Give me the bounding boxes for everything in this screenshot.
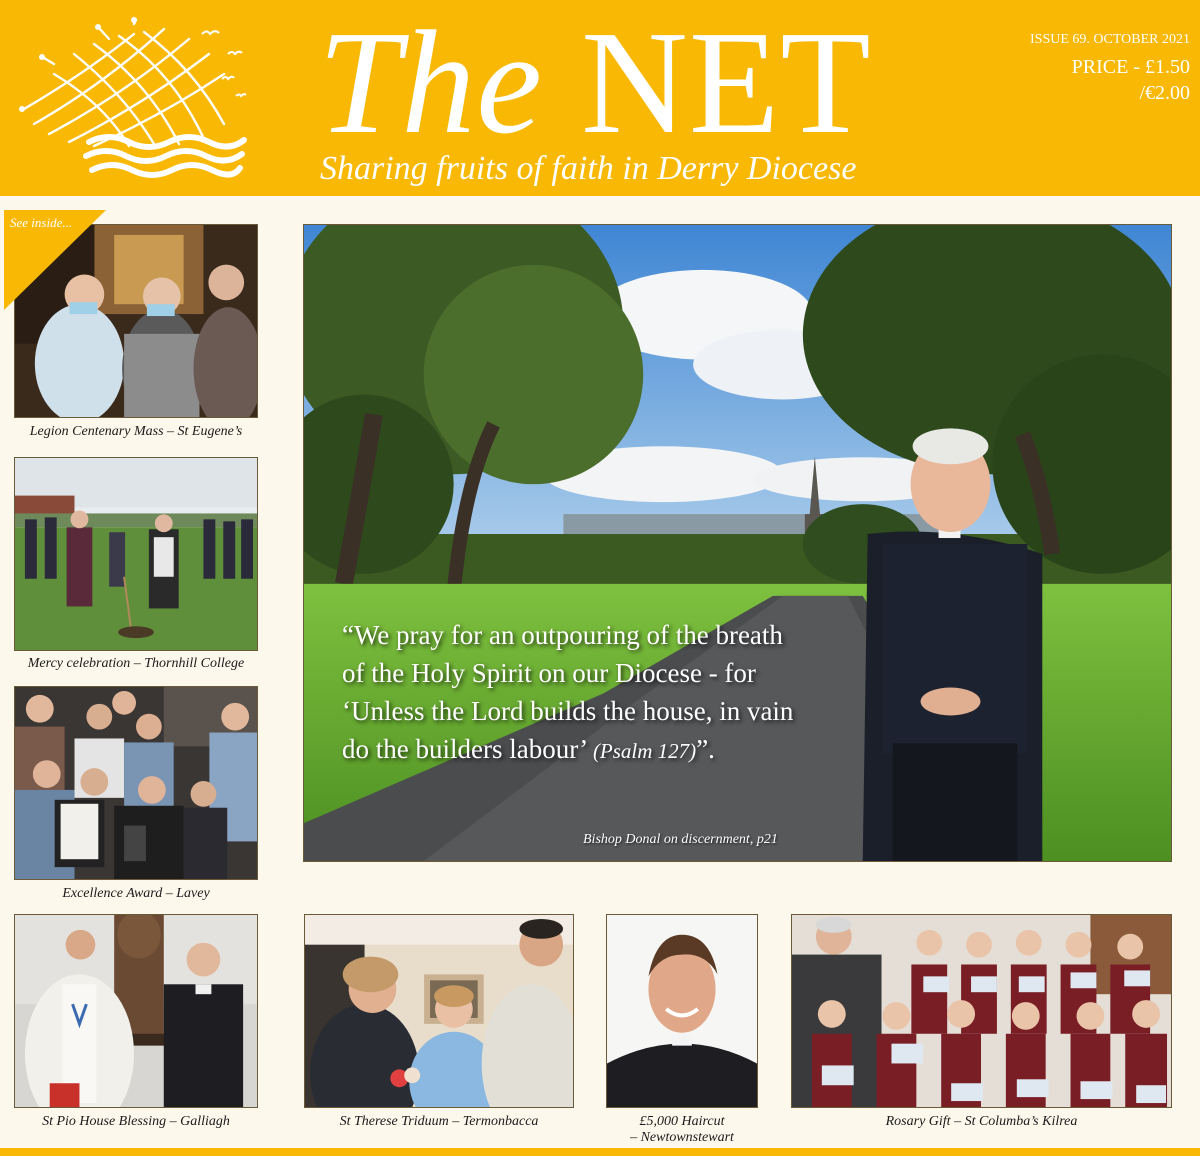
title-net: NET (581, 1, 872, 165)
see-inside-text: See inside... (10, 215, 73, 230)
caption-haircut (596, 1114, 768, 1146)
masthead-tagline: Sharing fruits of faith in Derry Diocese (320, 150, 857, 187)
caption-mercy-celebration: Mercy celebration – Thornhill College (27, 656, 245, 671)
photo-rosary-gift (791, 914, 1172, 1108)
caption-excellence-award: Excellence Award – Lavey (62, 886, 210, 901)
photo-mercy-celebration (14, 457, 258, 651)
feature-credit: Bishop Donal on discernment, p21 (583, 832, 778, 847)
quote-end: ”. (696, 734, 715, 764)
caption-st-therese-triduum: St Therese Triduum – Termonbacca (339, 1114, 539, 1129)
feature-quote (342, 616, 802, 770)
net-and-waves-logo-icon (14, 14, 254, 184)
caption-rosary-gift: Rosary Gift – St Columba’s Kilrea (885, 1114, 1078, 1129)
bottom-rule (0, 1148, 1200, 1156)
quote-main: “We pray for an outpouring of the breath of the Holy Spirit on our Diocese - for ‘Unless the Lord builds the house, in vain do the builders labour’ (342, 620, 794, 764)
photo-haircut-priest (606, 914, 758, 1108)
issue-info: ISSUE 69. OCTOBER 2021 (1030, 32, 1190, 47)
photo-st-pio-blessing (14, 914, 258, 1108)
price-eur: /€2.00 (1139, 82, 1190, 104)
see-inside-badge (4, 210, 106, 310)
masthead-title (318, 1, 872, 165)
price-info (1072, 54, 1190, 106)
caption-st-pio-blessing: St Pio House Blessing – Galliagh (42, 1114, 230, 1129)
caption-haircut-line2: – Newtownstewart (630, 1130, 734, 1145)
caption-legion-mass: Legion Centenary Mass – St Eugene’s (29, 424, 243, 439)
masthead (0, 0, 1200, 196)
price-gbp: PRICE - £1.50 (1071, 56, 1190, 78)
photo-st-therese-triduum (304, 914, 574, 1108)
quote-reference: (Psalm 127) (592, 739, 697, 763)
caption-haircut-line1: £5,000 Haircut (639, 1114, 725, 1129)
photo-excellence-award (14, 686, 258, 880)
title-the: The (318, 1, 543, 165)
